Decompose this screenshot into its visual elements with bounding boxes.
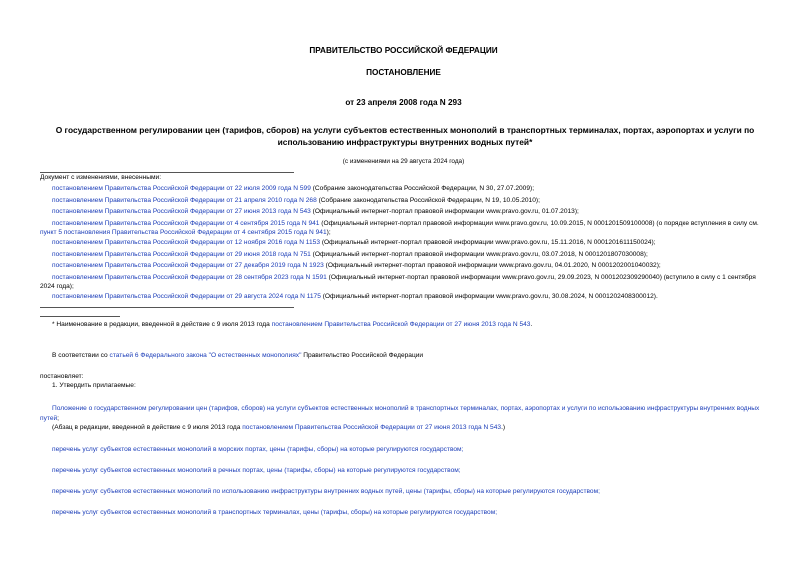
amendment-item: постановлением Правительства Российской Федерации от 22 июля 2009 года N 599 (Собрание законодательства Российской Федерации, N 30, 27.07.2009); — [52, 185, 535, 192]
regulation-link[interactable]: Положение о государственном регулировании цен (тарифов, сборов) на услуги субъектов естественных монополий в транспортных терминалах, портах, аэропортах и услуги по использованию инфраструктуры внутренних водных путей — [40, 405, 760, 422]
edition-note: (с изменениями на 29 августа 2024 года) — [342, 158, 465, 165]
federal-law-link[interactable]: статьей 6 Федерального закона "О естественных монополиях" — [109, 352, 302, 359]
list-link-river-ports[interactable]: перечень услуг субъектов естественных монополий в речных портах, цены (тарифы, сборы) на которые регулируются государством; — [52, 467, 461, 474]
amendment-link[interactable]: постановлением Правительства Российской Федерации от 22 июля 2009 года N 599 — [52, 185, 311, 192]
divider-mid — [40, 307, 294, 308]
paragraph-note: (Абзац в редакции, введенной в действие с 9 июля 2013 года постановлением Правительства Российской Федерации от 27 июня 2013 года N 543.) — [52, 424, 506, 431]
government-name: ПРАВИТЕЛЬСТВО РОССИЙСКОЙ ФЕДЕРАЦИИ — [309, 46, 498, 55]
footnote-divider — [40, 316, 120, 317]
list-item — [40, 508, 770, 518]
amendment-item: постановлением Правительства Российской Федерации от 27 декабря 2019 года N 1923 (Официальный интернет-портал правовой информации www.pravo.gov.ru, 04.01.2020, N 0001202001040032); — [52, 262, 661, 269]
paragraph-note-link[interactable]: постановлением Правительства Российской Федерации от 27 июня 2013 года N 543 — [242, 424, 502, 431]
list-item — [40, 487, 770, 497]
amendment-link[interactable]: постановлением Правительства Российской Федерации от 29 июня 2018 года N 751 — [52, 250, 311, 258]
list-item — [40, 466, 770, 476]
item-1: 1. Утвердить прилагаемые: — [52, 382, 136, 389]
amendment-item: постановлением Правительства Российской Федерации от 28 сентября 2023 года N 1591 (Официальный интернет-портал правовой информации www.pravo.gov.ru, 29.09.2023, N 0001202309290040) (вступило в силу с 1 сентября 2024 года); — [40, 273, 756, 291]
document-title: О государственном регулировании цен (тарифов, сборов) на услуги субъектов естественных монополий в транспортных терминалах, портах, аэропортах и услуги по использованию инфраструктуры внутренних водных путей* — [55, 125, 755, 147]
amendment-link[interactable]: постановлением Правительства Российской Федерации от 21 апреля 2010 года N 268 — [52, 196, 317, 204]
amendment-link[interactable]: пункт 5 постановления Правительства Российской Федерации от 4 сентября 2015 года N 941 — [40, 229, 327, 237]
resolves-text: постановляет: — [40, 373, 84, 380]
list-item — [40, 445, 770, 455]
amendment-link[interactable]: постановлением Правительства Российской Федерации от 4 сентября 2015 года N 941 — [52, 219, 320, 227]
amendment-link[interactable]: постановлением Правительства Российской Федерации от 12 ноября 2016 года N 1153 — [52, 239, 320, 246]
regulation-paragraph: Положение о государственном регулировании цен (тарифов, сборов) на услуги субъектов естественных монополий в транспортных терминалах, портах, аэропортах и услуги по использованию инфраструктуры внутренних водных путей; — [40, 405, 760, 422]
footnote: * Наименование в редакции, введенной в действие с 9 июля 2013 года постановлением Правительства Российской Федерации от 27 июня 2013 года N 543. — [52, 321, 533, 328]
footnote-link[interactable]: постановлением Правительства Российской Федерации от 27 июня 2013 года N 543 — [271, 321, 531, 328]
list-link-sea-ports[interactable]: перечень услуг субъектов естественных монополий в морских портах, цены (тарифы, сборы) на которые регулируются государством; — [52, 446, 464, 453]
amendment-item: постановлением Правительства Российской Федерации от 4 сентября 2015 года N 941 (Официальный интернет-портал правовой информации www.pravo.gov.ru, 10.09.2015, N 0001201509100008) (о порядке вступления в силу см. пункт 5 постановления Правительства Российской Федерации от 4 сентября 2015 года N 941); — [40, 219, 759, 237]
list-link-waterways[interactable]: перечень услуг субъектов естественных монополий по использованию инфраструктуры внутренних водных путей, цены (тарифы, сборы) на которые регулируются государством; — [52, 488, 600, 495]
date-number: от 23 апреля 2008 года N 293 — [345, 98, 462, 107]
document-type: ПОСТАНОВЛЕНИЕ — [366, 68, 441, 77]
amendment-item: постановлением Правительства Российской Федерации от 21 апреля 2010 года N 268 (Собрание законодательства Российской Федерации, N 19, 10.05.2010); — [52, 196, 540, 204]
amendment-link[interactable]: постановлением Правительства Российской Федерации от 29 августа 2024 года N 1175 — [52, 293, 321, 300]
amendment-item: постановлением Правительства Российской Федерации от 27 июня 2013 года N 543 (Официальный интернет-портал правовой информации www.pravo.gov.ru, 01.07.2013); — [52, 208, 579, 215]
amendment-item: постановлением Правительства Российской Федерации от 12 ноября 2016 года N 1153 (Официальный интернет-портал правовой информации www.pravo.gov.ru, 15.11.2016, N 0001201611150024); — [52, 239, 656, 246]
amendment-link[interactable]: постановлением Правительства Российской Федерации от 27 июня 2013 года N 543 — [52, 208, 311, 215]
amendment-link[interactable]: постановлением Правительства Российской Федерации от 27 декабря 2019 года N 1923 — [52, 262, 324, 269]
amendment-link[interactable]: постановлением Правительства Российской Федерации от 28 сентября 2023 года N 1591 — [52, 273, 327, 281]
amendment-item: постановлением Правительства Российской Федерации от 29 июня 2018 года N 751 (Официальный интернет-портал правовой информации www.pravo.gov.ru, 03.07.2018, N 0001201807030008); — [52, 250, 648, 258]
basis-paragraph: В соответствии со статьей 6 Федерального закона "О естественных монополиях" Правительство Российской Федерации — [52, 352, 424, 359]
amendments-intro: Документ с изменениями, внесенными: — [40, 174, 162, 181]
amendment-item: постановлением Правительства Российской Федерации от 29 августа 2024 года N 1175 (Официальный интернет-портал правовой информации www.pravo.gov.ru, 30.08.2024, N 0001202408300012). — [52, 293, 658, 300]
list-link-terminals[interactable]: перечень услуг субъектов естественных монополий в транспортных терминалах, цены (тарифы, сборы) на которые регулируются государством; — [52, 509, 498, 516]
